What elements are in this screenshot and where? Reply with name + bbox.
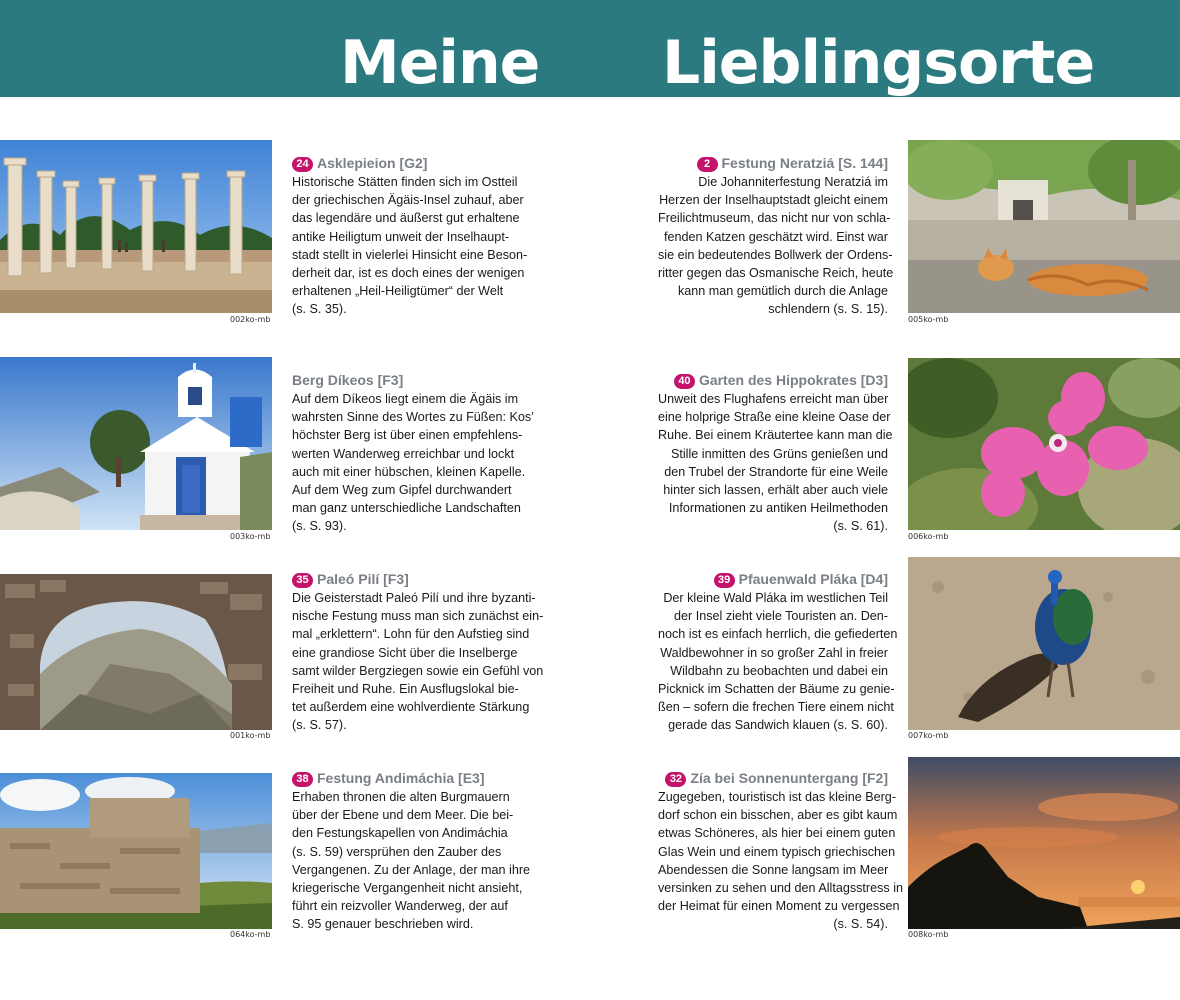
entry-body-line: kriegerische Vergangenheit nicht ansieht,: [292, 881, 523, 896]
entry-festung-neratzia: [658, 154, 894, 319]
entry-body-line: stadt stellt in vielerlei Hinsicht eine Beson-: [292, 247, 528, 262]
entry-body-line: hinter sich lassen, erhält aber auch viele: [663, 483, 888, 498]
entry-title: [292, 769, 522, 787]
entry-berg-dikeos: [292, 371, 534, 536]
photo-credit-zia-sonnenuntergang: 008ko-mb: [908, 930, 949, 939]
entry-body-line: erhaltenen „Heil-Heiligtümer“ der Welt: [292, 284, 504, 299]
entry-garten-hippokrates: [658, 371, 893, 536]
entry-body: [658, 788, 904, 934]
page-title-word-2: Lieblingsorte: [662, 28, 1095, 98]
entry-body-line: versinken zu sehen und den Alltagsstress in: [658, 881, 904, 896]
map-number-badge: 38: [292, 772, 313, 787]
entry-body: [658, 173, 894, 319]
photo-credit-garten-hippokrates: 006ko-mb: [908, 532, 949, 541]
entry-body-line: fenden Katzen geschätzt wird. Einst war: [663, 229, 888, 244]
entry-body-line: Zugegeben, touristisch ist das kleine Berg-: [658, 790, 897, 804]
entry-body-line: ßen – sofern die frechen Tiere einem nicht: [658, 700, 894, 715]
entry-body-line: (s. S. 59) versprühen den Zauber des: [292, 844, 502, 859]
entry-title: [658, 371, 888, 389]
entry-body-line: tet außerdem eine wohlverdiente Stärkung: [292, 700, 530, 715]
entry-body-line: derheit dar, ist es doch eines der wenigen: [292, 266, 525, 281]
photo-pfauenwald-plaka: [908, 557, 1180, 730]
photo-credit-berg-dikeos: 003ko-mb: [230, 532, 271, 541]
entry-body-line: (s. S. 54).: [833, 917, 888, 932]
photo-credit-asklepieion: 002ko-mb: [230, 315, 271, 324]
entry-body-line: Die Johanniterfestung Neratziá im: [698, 175, 888, 189]
entry-title-text: Pfauenwald Pláka [D4]: [738, 571, 888, 587]
entry-body-line: ritter gegen das Osmanische Reich, heute: [658, 266, 894, 281]
entry-body-line: wahrsten Sinne des Wortes zu Füßen: Kos’: [292, 410, 534, 425]
photo-festung-neratzia: [908, 140, 1180, 313]
entry-title: [658, 769, 888, 787]
entry-body-line: auch mit einer hübschen, kleinen Kapelle.: [292, 464, 526, 479]
photo-credit-paleo-pili: 001ko-mb: [230, 731, 271, 740]
entry-title-text: Zía bei Sonnenuntergang [F2]: [690, 770, 888, 786]
entry-body: [292, 390, 534, 536]
entry-body-line: antike Heiligtum unweit der Inselhaupt-: [292, 229, 510, 244]
entry-body-line: der Heimat für einen Moment zu vergessen: [658, 899, 900, 914]
entry-body-line: Wildbahn zu beobachten und dabei ein: [670, 663, 888, 678]
entry-body-line: (s. S. 61).: [833, 519, 888, 534]
entry-paleo-pili: [292, 570, 544, 735]
entry-title-text: Asklepieion [G2]: [317, 155, 428, 171]
entry-body-line: Waldbewohner in so großer Zahl in freier: [660, 645, 888, 660]
entry-body-line: Freilichtmuseum, das nicht nur von schla-: [658, 211, 891, 226]
entry-festung-andimachia: [292, 769, 531, 934]
entry-body-line: Herzen der Inselhauptstadt gleicht einem: [659, 193, 888, 208]
entry-body-line: samt wilder Bergziegen sowie ein Gefühl von: [292, 663, 544, 678]
entry-body-line: (s. S. 93).: [292, 519, 347, 534]
entry-body-line: man ganz unterschiedliche Landschaften: [292, 501, 521, 516]
page-title-word-1: Meine: [340, 28, 540, 98]
photo-credit-pfauenwald-plaka: 007ko-mb: [908, 731, 949, 740]
entry-body-line: Stille inmitten des Grüns genießen und: [670, 446, 888, 461]
photo-festung-andimachia: [0, 773, 272, 929]
entry-pfauenwald-plaka: [658, 570, 898, 735]
entry-body-line: gerade das Sandwich klauen (s. S. 60).: [668, 718, 888, 733]
entry-title-text: Festung Neratziá [S. 144]: [721, 155, 888, 171]
entry-body-line: Unweit des Flughafens erreicht man über: [658, 392, 889, 406]
entry-body-line: dorf schon ein bisschen, aber es gibt kaum: [658, 808, 898, 823]
entry-body-line: Auf dem Díkeos liegt einem die Ägäis im: [292, 392, 519, 406]
entry-body: [292, 173, 528, 319]
entry-body-line: Auf dem Weg zum Gipfel durchwandert: [292, 483, 512, 498]
entry-body-line: (s. S. 35).: [292, 302, 347, 317]
entry-body-line: den Trubel der Strandorte für eine Weile: [664, 464, 888, 479]
photo-credit-festung-neratzia: 005ko-mb: [908, 315, 949, 324]
entry-body-line: Informationen zu antiken Heilmethoden: [668, 501, 888, 516]
photo-garten-hippokrates: [908, 358, 1180, 530]
entry-title-text: Berg Díkeos [F3]: [292, 372, 404, 388]
entry-body-line: (s. S. 57).: [292, 718, 347, 733]
map-number-badge: 32: [665, 772, 686, 787]
entry-body-line: Der kleine Wald Pláka im westlichen Teil: [663, 591, 888, 605]
entry-zia-sonnenuntergang: [658, 769, 904, 934]
entry-title: [292, 570, 522, 588]
map-number-badge: 39: [714, 573, 735, 588]
map-number-badge: 40: [674, 374, 695, 389]
entry-body: [658, 589, 898, 735]
entry-title-text: Paleó Pilí [F3]: [317, 571, 409, 587]
entry-body-line: Historische Stätten finden sich im Ostteil: [292, 175, 518, 189]
entry-body: [292, 788, 531, 934]
entry-title-text: Garten des Hippokrates [D3]: [698, 372, 888, 388]
entry-body-line: führt ein reizvoller Wanderweg, der auf: [292, 899, 508, 914]
entry-body-line: noch ist es einfach herrlich, die gefiederten: [658, 627, 898, 642]
entry-asklepieion: [292, 154, 528, 319]
entry-title: [292, 371, 522, 389]
entry-body-line: über der Ebene und dem Meer. Die bei-: [292, 808, 514, 823]
entry-body-line: der griechischen Ägäis-Insel zuhauf, aber: [292, 193, 524, 208]
entry-body-line: höchster Berg ist über einen empfehlens-: [292, 428, 523, 443]
entry-body-line: etwas Schöneres, als hier bei einem guten: [658, 826, 896, 841]
entry-body-line: das legendäre und äußerst gut erhaltene: [292, 211, 520, 226]
entry-body-line: werten Wanderweg erreichbar und lockt: [292, 446, 515, 461]
entry-title: [292, 154, 522, 172]
photo-asklepieion: [0, 140, 272, 313]
entry-title-text: Festung Andimáchia [E3]: [317, 770, 485, 786]
entry-body-line: Erhaben thronen die alten Burgmauern: [292, 790, 510, 804]
entry-body-line: S. 95 genauer beschrieben wird.: [292, 917, 474, 932]
map-number-badge: 35: [292, 573, 313, 588]
entry-body-line: schlendern (s. S. 15).: [768, 302, 888, 317]
entry-body-line: mal „erklettern“. Lohn für den Aufstieg sind: [292, 627, 530, 642]
photo-paleo-pili: [0, 574, 272, 730]
entry-body-line: Abendessen die Sonne langsam im Meer: [658, 862, 889, 877]
entry-body-line: Glas Wein und einem typisch griechischen: [658, 844, 896, 859]
entry-body-line: Freiheit und Ruhe. Ein Ausflugslokal bie-: [292, 682, 519, 697]
entry-body-line: Ruhe. Bei einem Kräutertee kann man die: [658, 428, 893, 443]
entry-body: [292, 589, 544, 735]
photo-credit-festung-andimachia: 064ko-mb: [230, 930, 271, 939]
entry-body-line: Picknick im Schatten der Bäume zu genie-: [658, 682, 895, 697]
entry-body-line: Die Geisterstadt Paleó Pilí und ihre byzanti-: [292, 591, 536, 605]
entry-body-line: den Festungskapellen von Andimáchia: [292, 826, 508, 841]
entry-body-line: kann man gemütlich durch die Anlage: [677, 284, 888, 299]
map-number-badge: 2: [697, 157, 718, 172]
entry-body-line: der Insel zieht viele Touristen an. Den-: [674, 609, 888, 624]
map-number-badge: 24: [292, 157, 313, 172]
entry-title: [658, 154, 888, 172]
entry-body-line: Vergangenen. Zu der Anlage, der man ihre: [292, 862, 531, 877]
photo-berg-dikeos: [0, 357, 272, 530]
photo-zia-sonnenuntergang: [908, 757, 1180, 929]
entry-body-line: eine grandiose Sicht über die Inselberge: [292, 645, 518, 660]
entry-title: [658, 570, 888, 588]
entry-body-line: sie ein bedeutendes Bollwerk der Ordens-: [658, 247, 893, 262]
entry-body: [658, 390, 893, 536]
entry-body-line: nische Festung muss man sich zunächst ein-: [292, 609, 544, 624]
entry-body-line: eine holprige Straße eine kleine Oase der: [658, 410, 891, 425]
